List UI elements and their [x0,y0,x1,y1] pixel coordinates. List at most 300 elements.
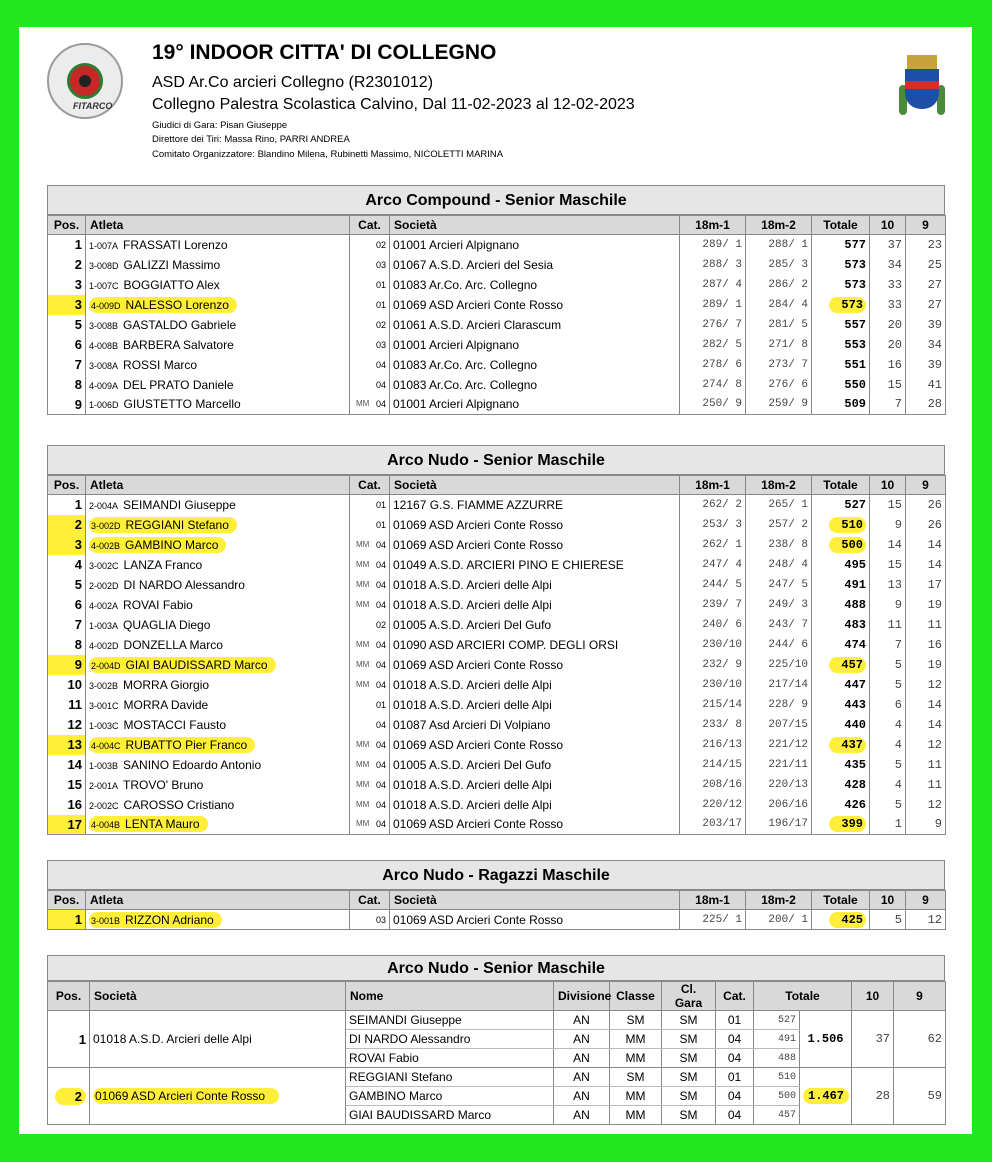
tens-count: 4 [870,715,906,735]
club-name: 01018 A.S.D. Arcieri delle Alpi [390,675,680,695]
club-name: 01001 Arcieri Alpignano [390,395,680,415]
tens-count: 5 [870,755,906,775]
category: 04 [375,599,386,610]
target-code: 3-008D [89,260,119,271]
total-score: 474 [844,637,866,652]
category: 04 [375,379,386,390]
round-2-score: 285/ 3 [746,255,812,275]
category: 02 [375,619,386,630]
round-2-score: 221/11 [746,755,812,775]
round-1-score: 276/ 7 [680,315,746,335]
results-table [47,475,946,835]
class-mm: MM [356,579,370,589]
col-header-club: Società [390,891,680,910]
class-mm: MM [356,779,370,789]
table-row [48,635,946,655]
category: 02 [375,319,386,330]
member-name: GAMBINO Marco [346,1087,554,1106]
athlete-name: GIUSTETTO Marcello [123,397,241,412]
nines-count: 26 [906,495,946,515]
position: 12 [67,717,82,732]
round-1-score: 289/ 1 [680,235,746,255]
category: 01 [375,699,386,710]
position: 3 [74,277,82,292]
division: AN [554,1030,610,1049]
col-header-athlete: Atleta [86,891,350,910]
event-venue: Collegno Palestra Scolastica Calvino, Dal 11-02-2023 al 12-02-2023 [152,96,635,113]
team-total: 1.467 [803,1088,849,1104]
position: 5 [74,577,82,592]
round-1-score: 250/ 9 [680,395,746,415]
club-name: 01069 ASD Arcieri Conte Rosso [390,295,680,315]
tens-count: 15 [870,555,906,575]
col-header-r1: 18m-1 [680,216,746,235]
nines-count: 12 [906,795,946,815]
total-score: 426 [844,797,866,812]
table-row [48,315,946,335]
athlete-name: GALIZZI Massimo [123,257,221,272]
category: 04 [375,739,386,750]
total-score: 509 [844,397,866,412]
member-score: 527 [754,1011,800,1030]
judges: Giudici di Gara: Pisan Giuseppe [152,120,288,131]
category: 04 [375,819,386,830]
athlete-name: ROVAI Fabio [123,597,193,612]
round-2-score: 259/ 9 [746,395,812,415]
nines-count: 27 [906,275,946,295]
tens-count: 5 [870,655,906,675]
table-row [48,495,946,515]
athlete-name: DONZELLA Marco [123,637,223,652]
section-nudo-senior [47,445,945,835]
target-code: 3-002C [89,560,119,571]
table-row [48,795,946,815]
results-table [47,890,946,930]
table-row [48,555,946,575]
section-team-nudo-senior [47,955,945,1125]
col-header-total: Totale [812,476,870,495]
position: 16 [67,797,82,812]
event-title: 19° INDOOR CITTA' DI COLLEGNO [152,41,497,64]
team-nines: 62 [894,1011,946,1068]
class: SM [610,1068,662,1087]
athlete-name: ROSSI Marco [123,357,198,372]
class-mm: MM [356,659,370,669]
club-name: 01069 ASD Arcieri Conte Rosso [390,535,680,555]
race-class: SM [662,1030,716,1049]
total-score: 488 [844,597,866,612]
results-page [19,27,972,1134]
table-row [48,375,946,395]
col-header-r1: 18m-1 [680,476,746,495]
athlete-name: GAMBINO Marco [125,537,219,552]
col-header-ten: 10 [852,982,894,1011]
tens-count: 15 [870,375,906,395]
tens-count: 34 [870,255,906,275]
target-code: 3-001C [89,700,119,711]
race-class: SM [662,1068,716,1087]
directors: Direttore dei Tiri: Massa Rino, PARRI ANDREA [152,134,350,145]
class: SM [610,1011,662,1030]
category: 01 [375,279,386,290]
club-name: 01018 A.S.D. Arcieri delle Alpi [390,695,680,715]
division: AN [554,1087,610,1106]
club-name: 01069 ASD Arcieri Conte Rosso [390,655,680,675]
category: 03 [375,259,386,270]
category: 04 [375,399,386,410]
class: MM [610,1030,662,1049]
club-name: 01083 Ar.Co. Arc. Collegno [390,275,680,295]
athlete-name: DI NARDO Alessandro [123,577,245,592]
tens-count: 7 [870,395,906,415]
col-header-total: Totale [754,982,852,1011]
athlete-name: RUBATTO Pier Franco [125,737,248,752]
total-score: 510 [829,517,866,533]
col-header-name: Nome [346,982,554,1011]
section-title: Arco Nudo - Senior Maschile [47,955,945,981]
target-code: 4-004B [91,820,121,831]
table-row [48,815,946,835]
round-2-score: 265/ 1 [746,495,812,515]
round-2-score: 247/ 5 [746,575,812,595]
round-1-score: 278/ 6 [680,355,746,375]
nines-count: 19 [906,595,946,615]
col-header-club: Società [90,982,346,1011]
tens-count: 11 [870,615,906,635]
club-name: 01061 A.S.D. Arcieri Clarascum [390,315,680,335]
team-position: 1 [78,1031,86,1047]
round-2-score: 271/ 8 [746,335,812,355]
col-header-ten: 10 [870,476,906,495]
target-code: 1-003B [89,760,119,771]
tens-count: 7 [870,635,906,655]
athlete-name: LENTA Mauro [125,817,200,832]
category: 04 [716,1087,754,1106]
position: 6 [74,597,82,612]
tens-count: 33 [870,295,906,315]
total-score: 435 [844,757,866,772]
round-1-score: 230/10 [680,635,746,655]
col-header-total: Totale [812,891,870,910]
round-2-score: 225/10 [746,655,812,675]
race-class: SM [662,1011,716,1030]
target-code: 1-003C [89,720,119,731]
round-2-score: 286/ 2 [746,275,812,295]
position: 11 [68,697,82,712]
club-name: 01069 ASD Arcieri Conte Rosso [390,515,680,535]
round-1-score: 240/ 6 [680,615,746,635]
target-code: 4-008B [89,340,119,351]
table-row [48,595,946,615]
club-name: 01001 Arcieri Alpignano [390,335,680,355]
team-club: 01069 ASD Arcieri Conte Rosso [93,1088,279,1104]
member-score: 488 [754,1049,800,1068]
position: 5 [74,317,82,332]
target-code: 1-003A [89,620,119,631]
round-1-score: 233/ 8 [680,715,746,735]
target-code: 4-002B [91,540,121,551]
round-1-score: 288/ 3 [680,255,746,275]
tens-count: 1 [870,815,906,835]
col-header-r2: 18m-2 [746,891,812,910]
club-name: 01087 Asd Arcieri Di Volpiano [390,715,680,735]
nines-count: 14 [906,715,946,735]
table-row [48,575,946,595]
division: AN [554,1049,610,1068]
category: 01 [375,519,386,530]
table-row [48,615,946,635]
tens-count: 15 [870,495,906,515]
club-name: 01018 A.S.D. Arcieri delle Alpi [390,575,680,595]
table-row [48,335,946,355]
athlete-name: QUAGLIA Diego [123,617,211,632]
category: 04 [716,1030,754,1049]
table-row [48,910,946,930]
position: 1 [74,237,82,253]
col-header-cat: Cat. [350,476,390,495]
round-1-score: 225/ 1 [680,910,746,930]
round-1-score: 216/13 [680,735,746,755]
tens-count: 13 [870,575,906,595]
position: 10 [67,677,82,692]
target-code: 2-004A [89,500,119,511]
total-score: 437 [829,737,866,753]
round-2-score: 244/ 6 [746,635,812,655]
round-2-score: 220/13 [746,775,812,795]
col-header-cat: Cat. [350,891,390,910]
club-name: 01018 A.S.D. Arcieri delle Alpi [390,595,680,615]
class-mm: MM [356,599,370,609]
class-mm: MM [356,559,370,569]
round-2-score: 228/ 9 [746,695,812,715]
team-tens: 37 [852,1011,894,1068]
nines-count: 17 [906,575,946,595]
tens-count: 9 [870,515,906,535]
table-row [48,355,946,375]
section-title: Arco Nudo - Ragazzi Maschile [47,860,945,890]
table-row [48,515,946,535]
athlete-name: NALESSO Lorenzo [125,297,229,312]
category: 04 [375,359,386,370]
club-name: 01049 A.S.D. ARCIERI PINO E CHIERESE [390,555,680,575]
class: MM [610,1049,662,1068]
round-2-score: 257/ 2 [746,515,812,535]
club-name: 01069 ASD Arcieri Conte Rosso [390,815,680,835]
total-score: 457 [829,657,866,673]
category: 04 [375,759,386,770]
athlete-name: FRASSATI Lorenzo [123,237,228,252]
target-code: 4-002A [89,600,119,611]
member-name: ROVAI Fabio [346,1049,554,1068]
section-title: Arco Nudo - Senior Maschile [47,445,945,475]
col-header-cat: Cat. [716,982,754,1011]
club-name: 01005 A.S.D. Arcieri Del Gufo [390,755,680,775]
round-1-score: 262/ 2 [680,495,746,515]
nines-count: 14 [906,695,946,715]
nines-count: 14 [906,535,946,555]
class-mm: MM [356,799,370,809]
class-mm: MM [356,539,370,549]
member-score: 510 [754,1068,800,1087]
club-name: 01083 Ar.Co. Arc. Collegno [390,375,680,395]
class-mm: MM [356,759,370,769]
tens-count: 9 [870,595,906,615]
athlete-name: DEL PRATO Daniele [123,377,234,392]
position: 1 [74,912,82,927]
category: 04 [375,559,386,570]
nines-count: 27 [906,295,946,315]
target-code: 1-006D [89,400,119,411]
total-score: 428 [844,777,866,792]
col-header-pos: Pos. [48,216,86,235]
nines-count: 14 [906,555,946,575]
position: 7 [74,617,82,632]
race-class: SM [662,1049,716,1068]
division: AN [554,1011,610,1030]
total-score: 443 [844,697,866,712]
target-code: 3-002D [91,520,121,531]
round-2-score: 281/ 5 [746,315,812,335]
total-score: 425 [829,912,866,928]
col-header-r1: 18m-1 [680,891,746,910]
class-mm: MM [356,739,370,749]
athlete-name: REGGIANI Stefano [125,517,229,532]
club-name: 01083 Ar.Co. Arc. Collegno [390,355,680,375]
target-code: 2-001A [89,780,119,791]
race-class: SM [662,1106,716,1125]
category: 04 [375,799,386,810]
round-1-score: 239/ 7 [680,595,746,615]
round-1-score: 203/17 [680,815,746,835]
table-row [48,275,946,295]
division: AN [554,1068,610,1087]
nines-count: 23 [906,235,946,255]
target-code: 1-007C [89,280,119,291]
nines-count: 39 [906,355,946,375]
col-header-nine: 9 [906,891,946,910]
class-mm: MM [356,819,370,829]
round-2-score: 273/ 7 [746,355,812,375]
target-code: 2-004D [91,660,121,671]
team-member-row [48,1068,946,1087]
tens-count: 4 [870,735,906,755]
tens-count: 5 [870,675,906,695]
tens-count: 5 [870,910,906,930]
category: 04 [375,719,386,730]
round-1-score: 287/ 4 [680,275,746,295]
round-2-score: 243/ 7 [746,615,812,635]
category: 01 [375,299,386,310]
category: 04 [375,779,386,790]
round-2-score: 288/ 1 [746,235,812,255]
total-score: 440 [844,717,866,732]
round-1-score: 230/10 [680,675,746,695]
tens-count: 4 [870,775,906,795]
category: 03 [375,914,386,925]
athlete-name: LANZA Franco [123,557,203,572]
table-row [48,715,946,735]
round-1-score: 289/ 1 [680,295,746,315]
tens-count: 5 [870,795,906,815]
class-mm: MM [356,399,370,409]
athlete-name: TROVO' Bruno [123,777,204,792]
nines-count: 12 [906,735,946,755]
round-2-score: 221/12 [746,735,812,755]
total-score: 551 [844,357,866,372]
target-code: 2-002C [89,800,119,811]
target-code: 4-002D [89,640,119,651]
tens-count: 20 [870,315,906,335]
team-nines: 59 [894,1068,946,1125]
committee: Comitato Organizzatore: Blandino Milena, Rubinetti Massimo, NICOLETTI MARINA [152,149,504,160]
table-row [48,255,946,275]
nines-count: 25 [906,255,946,275]
col-header-r2: 18m-2 [746,476,812,495]
round-1-score: 208/16 [680,775,746,795]
division: AN [554,1106,610,1125]
position: 3 [74,537,82,552]
table-row [48,395,946,415]
round-1-score: 262/ 1 [680,535,746,555]
tens-count: 16 [870,355,906,375]
member-name: DI NARDO Alessandro [346,1030,554,1049]
category: 01 [375,499,386,510]
team-results-table [47,981,946,1125]
round-1-score: 214/15 [680,755,746,775]
club-name: 01067 A.S.D. Arcieri del Sesia [390,255,680,275]
round-1-score: 232/ 9 [680,655,746,675]
category: 03 [375,339,386,350]
position: 9 [74,657,82,672]
total-score: 447 [844,677,866,692]
target-code: 3-008B [89,320,119,331]
category: 01 [716,1011,754,1030]
target-code: 3-008A [89,360,119,371]
team-club: 01018 A.S.D. Arcieri delle Alpi [93,1032,252,1046]
nines-count: 26 [906,515,946,535]
target-code: 1-007A [89,240,119,251]
round-2-score: 284/ 4 [746,295,812,315]
club-name: 01090 ASD ARCIERI COMP. DEGLI ORSI [390,635,680,655]
athlete-name: MORRA Giorgio [123,677,210,692]
tens-count: 37 [870,235,906,255]
nines-count: 16 [906,635,946,655]
round-1-score: 215/14 [680,695,746,715]
position: 14 [67,757,82,772]
team-member-row [48,1011,946,1030]
club-name: 01069 ASD Arcieri Conte Rosso [390,910,680,930]
col-header-athlete: Atleta [86,476,350,495]
total-score: 495 [844,557,866,572]
col-header-nine: 9 [906,476,946,495]
class-mm: MM [356,679,370,689]
round-2-score: 276/ 6 [746,375,812,395]
total-score: 553 [844,337,866,352]
class: MM [610,1087,662,1106]
table-row [48,695,946,715]
col-header-clg: Cl. Gara [662,982,716,1011]
round-2-score: 200/ 1 [746,910,812,930]
total-score: 550 [844,377,866,392]
section-nudo-ragazzi [47,860,945,930]
total-score: 573 [844,277,866,292]
member-score: 500 [754,1087,800,1106]
total-score: 399 [829,816,866,832]
table-row [48,735,946,755]
category: 04 [716,1106,754,1125]
city-crest-icon [899,55,945,125]
nines-count: 19 [906,655,946,675]
